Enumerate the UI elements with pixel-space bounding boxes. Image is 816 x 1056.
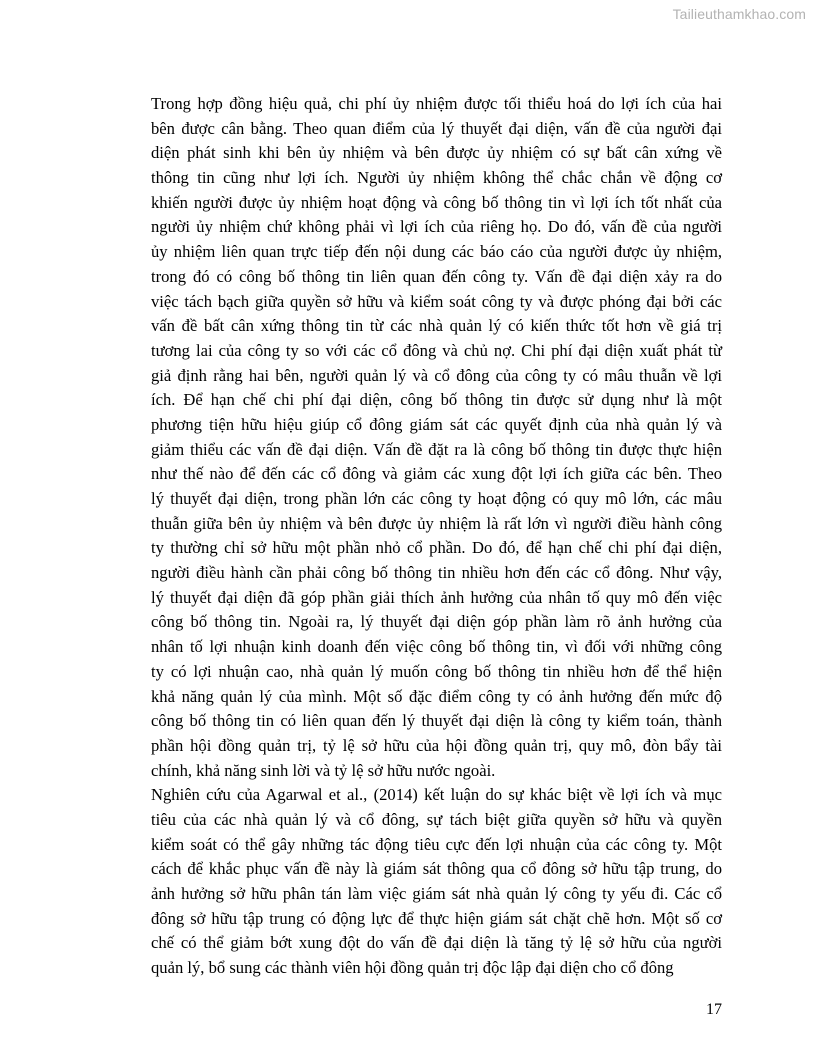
text-line: ty có lợi nhuận cao, nhà quản lý muốn công bố thông tin nhiều hơn để thể hiện: [151, 661, 722, 681]
text-line: thuẫn giữa bên ủy nhiệm và bên được ủy nhiệm là rất lớn vì người điều hành công: [151, 513, 722, 533]
text-line: khiến người được ủy nhiệm hoạt động và công bố thông tin vì lợi ích tốt nhất của: [151, 192, 722, 212]
text-line: kiểm soát có thể gây những tác động tiêu cực đến lợi nhuận của các công ty. Một: [151, 834, 722, 854]
text-line: diện phát sinh khi bên ủy nhiệm và bên được ủy nhiệm có sự bất cân xứng về: [151, 143, 722, 163]
text-line: nhân tố lợi nhuận kinh doanh đến việc công bố thông tin, vì đối với những công: [151, 637, 722, 657]
paragraph-agarwal-study: [151, 783, 722, 981]
text-line: ủy nhiệm liên quan trực tiếp đến nội dung các báo cáo của người được ủy nhiệm,: [151, 242, 722, 262]
text-line: phần hội đồng quản trị, tỷ lệ sở hữu của hội đồng quản trị, quy mô, đòn bẩy tài: [151, 735, 722, 755]
text-line: giảm thiểu các vấn đề đại diện. Vấn đề đặt ra là công bố thông tin được thực hiện: [151, 439, 722, 459]
text-line: vấn đề bất cân xứng thông tin từ các nhà quản lý có kiến thức tốt hơn về giá trị: [151, 316, 722, 336]
text-line: bên được cân bằng. Theo quan điểm của lý thuyết đại diện, vấn đề của người đại: [151, 118, 722, 138]
text-line: ty thường chỉ sở hữu một phần nhỏ cổ phần. Do đó, để hạn chế chi phí đại diện,: [151, 538, 722, 558]
text-line: đông sở hữu tập trung có động lực để thực hiện giám sát chặt chẽ hơn. Một số cơ: [151, 908, 722, 928]
text-line: trong đó có công bố thông tin liên quan đến công ty. Vấn đề đại diện xảy ra do: [151, 266, 722, 286]
text-line: tương lai của công ty so với các cổ đông và chủ nợ. Chi phí đại diện xuất phát từ: [151, 340, 722, 360]
text-line: cách để khắc phục vấn đề này là giám sát thông qua cổ đông sở hữu tập trung, do: [151, 859, 722, 879]
text-line: chế có thể giảm bớt xung đột do vấn đề đại diện là tăng tỷ lệ sở hữu của người: [151, 933, 722, 953]
paragraph-agency-theory: [151, 92, 722, 783]
text-line: giả định rằng hai bên, người quản lý và cổ đông của công ty có mâu thuẫn về lợi: [151, 365, 722, 385]
watermark: Tailieuthamkhao.com: [672, 6, 806, 22]
text-line: phương tiện hữu hiệu giúp cổ đông giám sát các quyết định của nhà quản lý và: [151, 414, 722, 434]
text-line: lý thuyết đại diện đã góp phần giải thích ảnh hưởng của nhân tố quy mô đến việc: [151, 587, 722, 607]
text-line: người ủy nhiệm chứ không phải vì lợi ích của riêng họ. Do đó, vấn đề của người: [151, 217, 722, 237]
text-line: tiêu của các nhà quản lý và cổ đông, sự tách biệt giữa quyền sở hữu và quyền: [151, 809, 722, 829]
text-line: ích. Để hạn chế chi phí đại diện, công bố thông tin được sử dụng như là một: [151, 390, 722, 410]
text-line: ảnh hưởng sở hữu phân tán làm việc giám sát nhà quản lý công ty yếu đi. Các cổ: [151, 884, 722, 903]
text-line: chính, khả năng sinh lời và tỷ lệ sở hữu nước ngoài.: [151, 760, 496, 780]
text-line: thông tin cũng như lợi ích. Người ủy nhiệm không thể chắc chắn về động cơ: [151, 168, 722, 188]
text-line: Nghiên cứu của Agarwal et al., (2014) kết luận do sự khác biệt về lợi ích và mục: [151, 785, 722, 805]
page-number: 17: [706, 1001, 722, 1018]
text-line: Trong hợp đồng hiệu quả, chi phí ủy nhiệm được tối thiểu hoá do lợi ích của hai: [151, 94, 722, 113]
text-line: khả năng quản lý của mình. Một số đặc điểm công ty có ảnh hưởng đến mức độ: [151, 686, 722, 706]
text-line: quản lý, bổ sung các thành viên hội đồng quản trị độc lập đại diện cho cổ đông: [151, 958, 674, 978]
document-body: [151, 92, 722, 981]
text-line: người điều hành cần phải công bố thông tin nhiều hơn đến các cổ đông. Như vậy,: [151, 563, 722, 583]
text-line: công bố thông tin. Ngoài ra, lý thuyết đại diện góp phần làm rõ ảnh hưởng của: [151, 612, 722, 632]
text-line: công bố thông tin có liên quan đến lý thuyết đại diện là công ty kiểm toán, thành: [151, 711, 722, 731]
text-line: lý thuyết đại diện, trong phần lớn các công ty hoạt động có quy mô lớn, các mâu: [151, 489, 722, 508]
text-line: như thế nào để đến các cổ đông và giảm các xung đột lợi ích giữa các bên. Theo: [151, 464, 722, 484]
text-line: việc tách bạch giữa quyền sở hữu và kiểm soát công ty và được phóng đại bởi các: [151, 291, 722, 311]
